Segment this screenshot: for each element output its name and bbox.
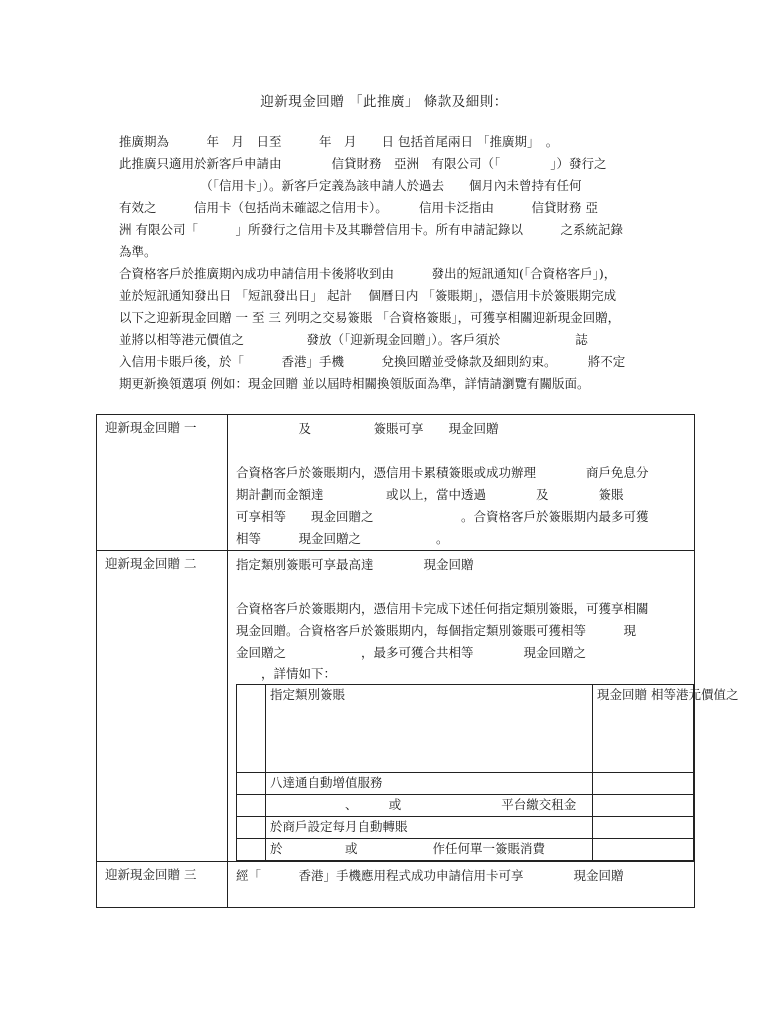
- row-body: [228, 551, 739, 862]
- row-label: 迎新現金回贈 三: [97, 862, 228, 908]
- row-text-line: ，詳情如下：: [236, 666, 337, 681]
- category-name: 八達通自動增值服務: [266, 773, 593, 795]
- reward-header: 現金回贈 相等港元價值之: [593, 685, 694, 773]
- intro-line: 並於短訊通知發出日 「短訊發出日」 起計 個曆日内 「簽賬期」，憑信用卡於簽賬期完成: [119, 288, 617, 303]
- row-text-line: 經「 香港」手機應用程式成功申請信用卡可享 現金回贈: [236, 868, 624, 883]
- row-body: [228, 415, 695, 551]
- row-text-line: 指定類別簽賬可享最高達 現金回贈: [236, 557, 474, 572]
- row-text-line: 金回贈之 ，最多可獲合共相等 現金回贈之: [236, 645, 587, 660]
- category-name: 、 或 平台繳交租金: [266, 795, 593, 817]
- cashback-row-2: [97, 551, 695, 862]
- category-row: [237, 773, 694, 795]
- intro-line: 推廣期為 年 月 日至 年 月 日 包括首尾兩日 「推廣期」 。: [119, 134, 559, 149]
- intro-paragraphs: [119, 131, 693, 395]
- category-row: [237, 839, 694, 861]
- document-title: 迎新現金回贈 「此推廣」 條款及細則：: [260, 94, 508, 110]
- row-text-line: [236, 440, 686, 462]
- categories-header-row: [237, 685, 694, 773]
- row-text-line: [236, 576, 686, 598]
- intro-line: 期更新換領選項 例如：現金回贈 並以屆時相關換領版面為準，詳情請瀏覽有關版面。: [119, 376, 590, 391]
- category-header: 指定類別簽賬: [266, 685, 593, 773]
- designated-categories-table: [236, 684, 739, 861]
- row-text-line: 現金回贈。合資格客戶於簽賬期内，每個指定類別簽賬可獲相等 現: [236, 623, 637, 638]
- intro-line: 有效之 信用卡（包括尚未確認之信用卡）。 信用卡泛指由 信貸財務 亞: [119, 200, 598, 215]
- row-text-line: 相等 現金回贈之 。: [236, 531, 449, 546]
- intro-line: 為準。: [119, 244, 157, 259]
- cashback-row-3: [97, 862, 695, 908]
- category-name: 於商戶設定每月自動轉賬: [266, 817, 593, 839]
- row-label: 迎新現金回贈 一: [97, 415, 228, 551]
- intro-line: 入信用卡賬戶後，於「 香港」手機 兌換回贈並受條款及細則約束。 將不定: [119, 354, 626, 369]
- row-body: [228, 862, 695, 908]
- row-text-line: 合資格客戶於簽賬期内，憑信用卡完成下述任何指定類別簽賬，可獲享相關: [236, 601, 649, 616]
- intro-line: 以下之迎新現金回贈 一 至 三 列明之交易簽賬 「合資格簽賬」，可獲享相關迎新現金回贈，: [119, 310, 621, 325]
- row-text-line: 期計劃而金額達 或以上，當中透過 及 簽賬: [236, 487, 624, 502]
- cashback-row-1: [97, 415, 695, 551]
- intro-line: 洲 有限公司「 」所發行之信用卡及其聯營信用卡。所有申請記錄以 之系統記錄: [119, 222, 623, 237]
- category-row: [237, 795, 694, 817]
- row-text-line: 合資格客戶於簽賬期内，憑信用卡累積簽賬或成功辦理 商戶免息分: [236, 465, 649, 480]
- intro-line: 並將以相等港元價值之 發放（「迎新現金回贈」）。客戶須於 誌: [119, 332, 588, 347]
- intro-line: （「信用卡」）。新客戶定義為該申請人於過去 個月內未曾持有任何: [119, 178, 582, 193]
- row-label: 迎新現金回贈 二: [97, 551, 228, 862]
- cashback-terms-table: [96, 414, 739, 908]
- row-text-line: 可享相等 現金回贈之 。合資格客戶於簽賬期内最多可獲: [236, 509, 649, 524]
- intro-line: 此推廣只適用於新客戶申請由 信貸財務 亞洲 有限公司（「 」）發行之: [119, 156, 607, 171]
- category-row: [237, 817, 694, 839]
- intro-line: 合資格客戶於推廣期內成功申請信用卡後將收到由 發出的短訊通知(「合資格客戶」)，: [119, 266, 617, 281]
- row-text-line: 及 簽賬可享 現金回贈: [236, 421, 499, 436]
- category-name: 於 或 作任何單一簽賬消費: [266, 839, 593, 861]
